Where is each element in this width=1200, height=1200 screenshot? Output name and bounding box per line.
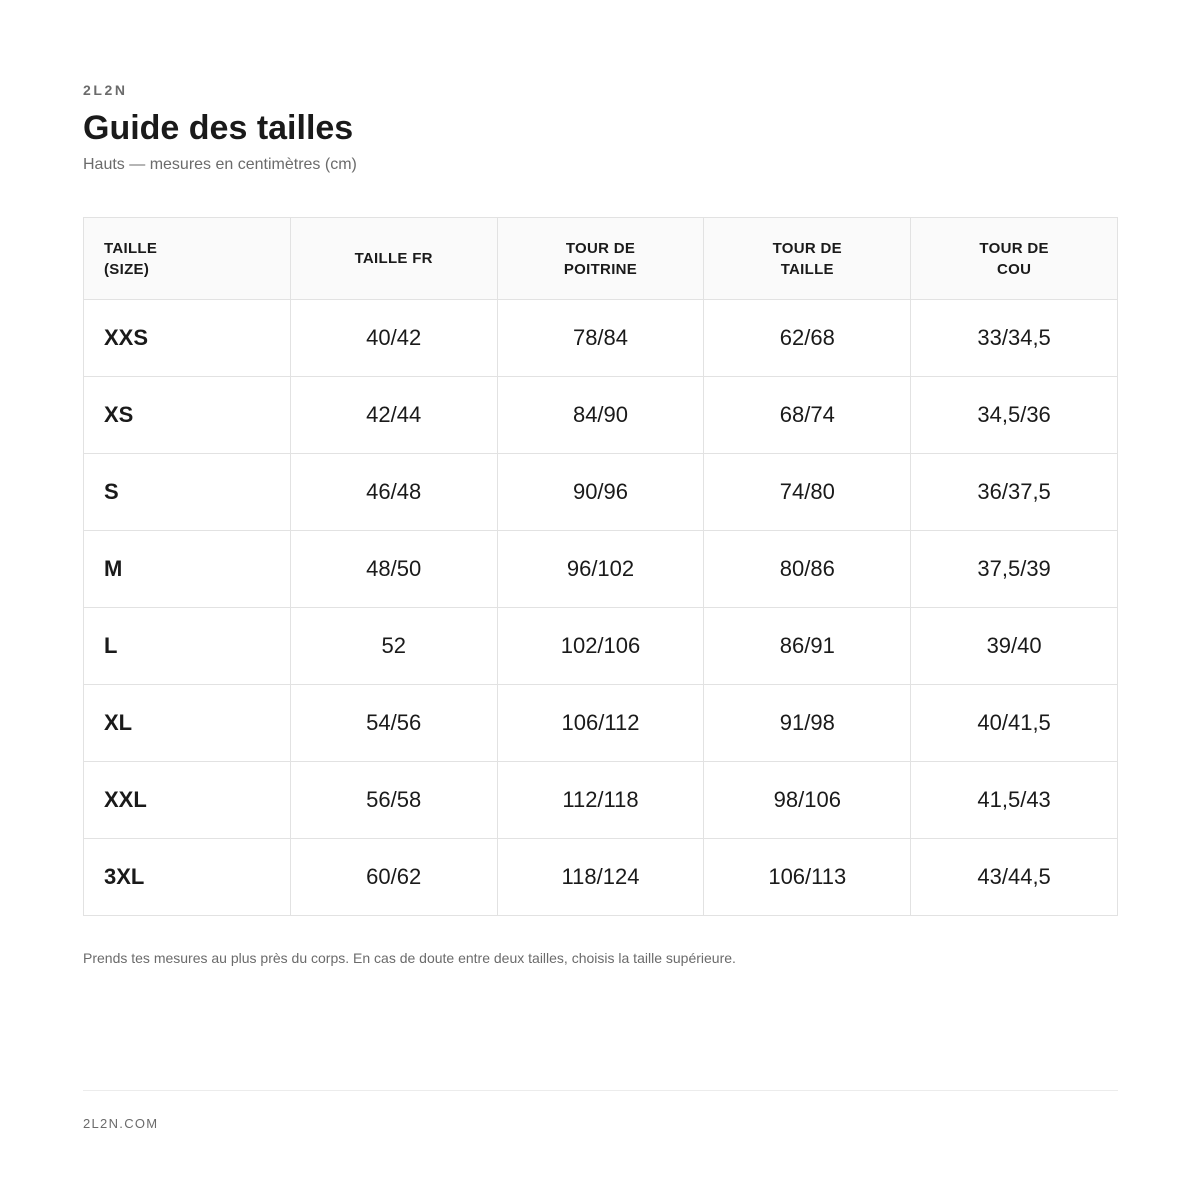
measurement-cell: 106/112 — [497, 685, 704, 762]
table-row — [84, 608, 1118, 685]
header-size-fr: TAILLE FR — [290, 218, 497, 300]
size-cell: XL — [84, 685, 291, 762]
measurement-cell: 56/58 — [290, 762, 497, 839]
measurement-cell: 42/44 — [290, 377, 497, 454]
measurement-cell: 96/102 — [497, 531, 704, 608]
table-row — [84, 454, 1118, 531]
table-row — [84, 762, 1118, 839]
table-row — [84, 839, 1118, 916]
table-row — [84, 685, 1118, 762]
size-cell: XXL — [84, 762, 291, 839]
size-cell: L — [84, 608, 291, 685]
measurement-cell: 39/40 — [911, 608, 1118, 685]
footer-website: 2L2N.COM — [83, 1116, 159, 1131]
brand-label: 2L2N — [83, 82, 128, 98]
measurement-cell: 54/56 — [290, 685, 497, 762]
page-subtitle: Hauts — mesures en centimètres (cm) — [83, 156, 357, 173]
measurement-cell: 80/86 — [704, 531, 911, 608]
measurement-cell: 34,5/36 — [911, 377, 1118, 454]
page-title: Guide des tailles — [83, 109, 354, 147]
table-row — [84, 377, 1118, 454]
measurement-cell: 74/80 — [704, 454, 911, 531]
size-cell: S — [84, 454, 291, 531]
measurement-cell: 33/34,5 — [911, 300, 1118, 377]
table-row — [84, 300, 1118, 377]
measurement-cell: 90/96 — [497, 454, 704, 531]
measurement-cell: 102/106 — [497, 608, 704, 685]
measurement-cell: 84/90 — [497, 377, 704, 454]
measurement-cell: 43/44,5 — [911, 839, 1118, 916]
measurement-cell: 36/37,5 — [911, 454, 1118, 531]
size-cell: XXS — [84, 300, 291, 377]
header-size: TAILLE (SIZE) — [84, 218, 291, 300]
table-row — [84, 531, 1118, 608]
measurement-cell: 46/48 — [290, 454, 497, 531]
header-neck: TOUR DE COU — [911, 218, 1118, 300]
size-cell: 3XL — [84, 839, 291, 916]
measurement-cell: 37,5/39 — [911, 531, 1118, 608]
size-table — [83, 217, 1118, 916]
size-cell: M — [84, 531, 291, 608]
measurement-cell: 98/106 — [704, 762, 911, 839]
measurement-cell: 118/124 — [497, 839, 704, 916]
measurement-cell: 86/91 — [704, 608, 911, 685]
measurement-cell: 62/68 — [704, 300, 911, 377]
header-row — [84, 218, 1118, 300]
measurement-cell: 91/98 — [704, 685, 911, 762]
measurement-cell: 40/41,5 — [911, 685, 1118, 762]
footer-divider — [83, 1090, 1118, 1091]
size-cell: XS — [84, 377, 291, 454]
measurement-cell: 60/62 — [290, 839, 497, 916]
measurement-cell: 52 — [290, 608, 497, 685]
header-chest: TOUR DE POITRINE — [497, 218, 704, 300]
measurement-cell: 41,5/43 — [911, 762, 1118, 839]
measurement-cell: 68/74 — [704, 377, 911, 454]
measurement-note: Prends tes mesures au plus près du corps. En cas de doute entre deux tailles, choisis la taille supérieure. — [83, 950, 736, 966]
table-body — [84, 300, 1118, 916]
measurement-cell: 106/113 — [704, 839, 911, 916]
measurement-cell: 48/50 — [290, 531, 497, 608]
table-header — [84, 218, 1118, 300]
measurement-cell: 78/84 — [497, 300, 704, 377]
header-waist: TOUR DE TAILLE — [704, 218, 911, 300]
size-guide-page — [83, 0, 1117, 1200]
measurement-cell: 112/118 — [497, 762, 704, 839]
measurement-cell: 40/42 — [290, 300, 497, 377]
